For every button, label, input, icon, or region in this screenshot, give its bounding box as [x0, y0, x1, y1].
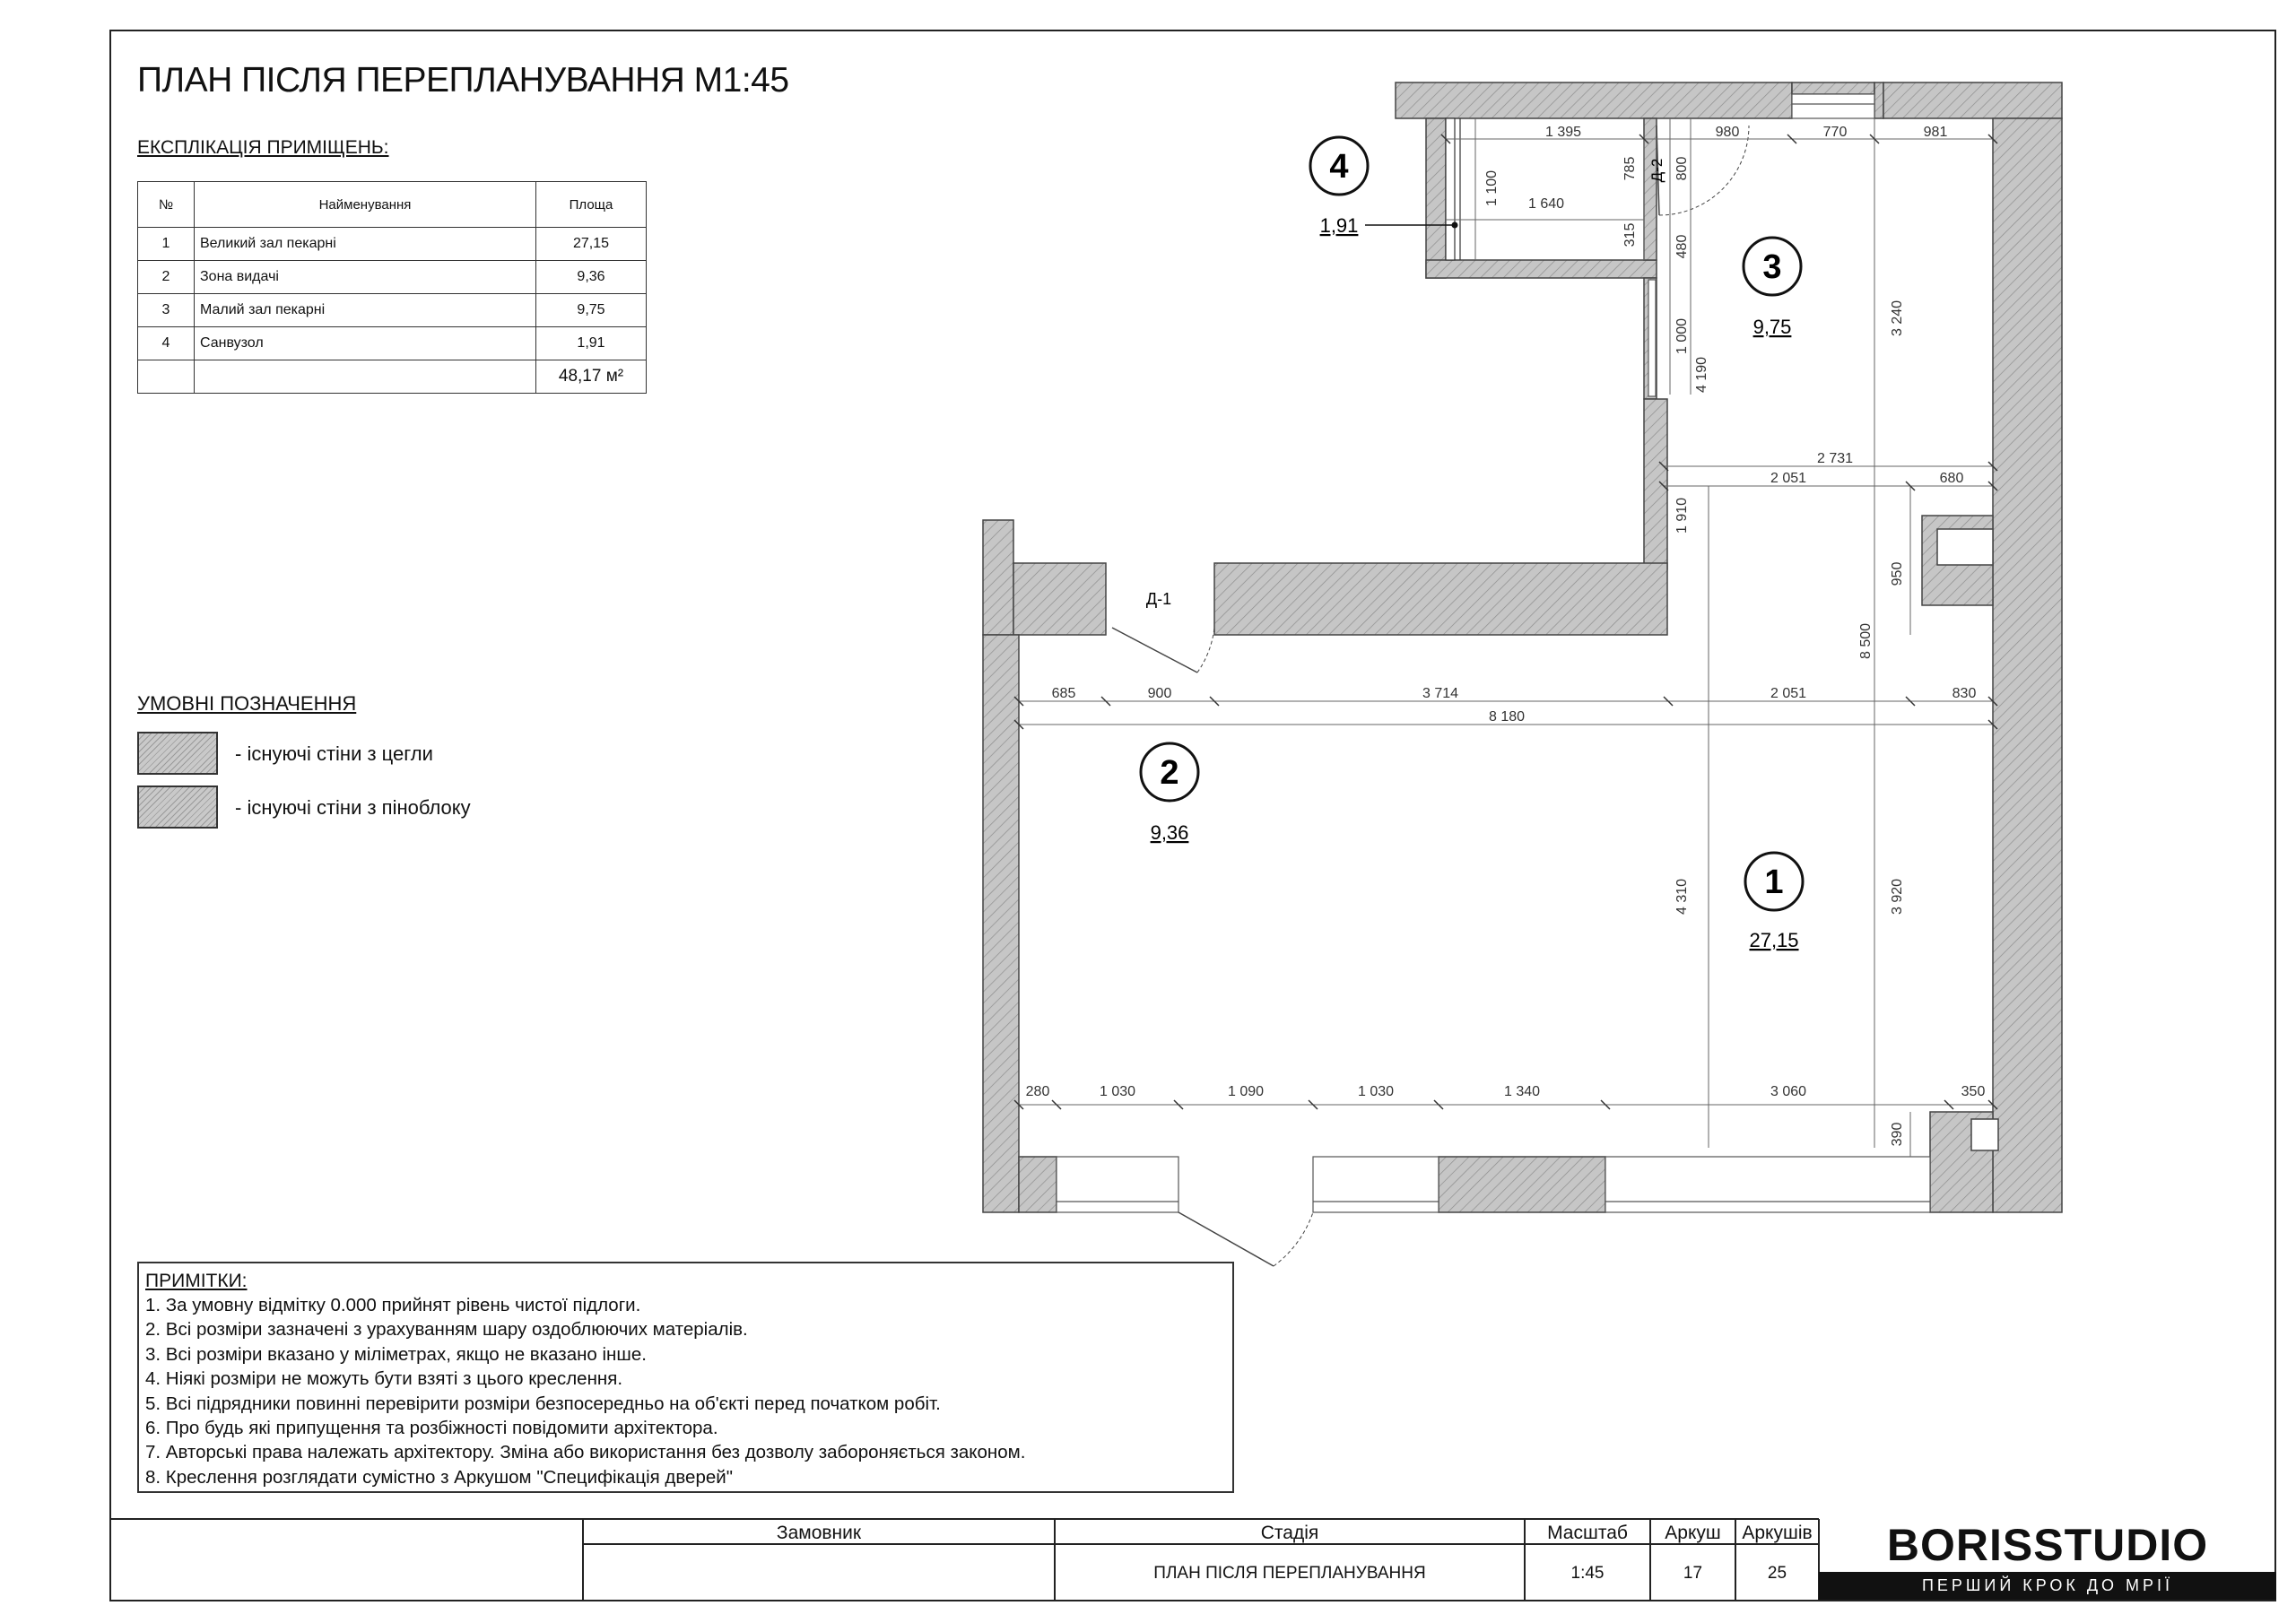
row-number: 4	[138, 327, 195, 360]
dim-label: 1 000	[1674, 317, 1690, 355]
legend-title: УМОВНІ ПОЗНАЧЕННЯ	[137, 692, 357, 715]
dim-label: 315	[1622, 222, 1638, 247]
door-label-d1: Д-1	[1145, 590, 1172, 608]
col-header-number: №	[138, 182, 195, 228]
dim-label: 3 060	[1770, 1084, 1807, 1099]
row-number: 1	[138, 228, 195, 261]
dim-label: 3 714	[1422, 686, 1459, 701]
dim-label: 1 100	[1484, 169, 1500, 207]
total-area: 48,17 м²	[536, 360, 647, 394]
room-area: 1,91	[1319, 214, 1359, 237]
dim-label: 1 090	[1227, 1084, 1265, 1099]
note-line: 6. Про будь які припущення та розбіжності повідомити архітектора.	[145, 1418, 718, 1439]
col-header-name: Найменування	[195, 182, 536, 228]
dim-label: 1 340	[1503, 1084, 1541, 1099]
room-number: 3	[1762, 248, 1782, 286]
note-line: 7. Авторські права належать архітектору. Зміна або використання без дозволу забороняється законом.	[145, 1442, 1026, 1463]
row-name: Зона видачі	[195, 261, 536, 294]
row-name: Санвузол	[195, 327, 536, 360]
col-header-area: Площа	[536, 182, 647, 228]
note-line: 1. За умовну відмітку 0.000 прийнят рівень чистої підлоги.	[145, 1295, 641, 1315]
drawing-title: ПЛАН ПІСЛЯ ПЕРЕПЛАНУВАННЯ М1:45	[137, 61, 789, 100]
dim-label: 8 500	[1858, 622, 1874, 660]
studio-logo	[1819, 1522, 2276, 1600]
row-area: 9,36	[536, 261, 647, 294]
dim-label: 680	[1939, 471, 1964, 486]
stamp-scale-label: Масштаб	[1547, 1523, 1628, 1543]
stamp-scale-value: 1:45	[1570, 1564, 1605, 1583]
dim-label: 950	[1890, 561, 1905, 586]
stamp-stage-value: ПЛАН ПІСЛЯ ПЕРЕПЛАНУВАННЯ	[1153, 1564, 1426, 1583]
note-line: 5. Всі підрядники повинні перевірити розміри безпосередньо на об'єкті перед початком робіт.	[145, 1393, 941, 1414]
dim-label: 8 180	[1488, 709, 1526, 725]
door-label-d2: Д-2	[1648, 158, 1665, 183]
row-number: 3	[138, 294, 195, 327]
dim-label: 280	[1025, 1084, 1050, 1099]
room-number: 2	[1160, 754, 1179, 792]
legend-label-brick: - існуючі стіни з цегли	[235, 742, 433, 765]
row-number: 2	[138, 261, 195, 294]
stamp-sheets-value: 25	[1767, 1564, 1787, 1583]
row-area: 27,15	[536, 228, 647, 261]
room-number: 4	[1329, 148, 1349, 186]
dim-label: 480	[1674, 234, 1690, 259]
dim-label: 390	[1890, 1122, 1905, 1147]
dim-label: 981	[1923, 125, 1948, 140]
dim-label: 830	[1952, 686, 1977, 701]
dim-label: 900	[1147, 686, 1172, 701]
dim-label: 770	[1822, 125, 1848, 140]
row-area: 1,91	[536, 327, 647, 360]
dim-label: 350	[1961, 1084, 1986, 1099]
notes-title: ПРИМІТКИ:	[145, 1271, 248, 1291]
legend-label-foamblock: - існуючі стіни з піноблоку	[235, 796, 471, 819]
room-number: 1	[1764, 864, 1784, 901]
stamp-stage-label: Стадія	[1260, 1523, 1319, 1543]
note-line: 8. Креслення розглядати сумістно з Аркушом "Специфікація дверей"	[145, 1466, 733, 1488]
note-line: 3. Всі розміри вказано у міліметрах, якщо не вказано інше.	[145, 1343, 647, 1365]
dim-label: 785	[1622, 156, 1638, 181]
dim-label: 800	[1674, 156, 1690, 181]
room-area: 9,36	[1150, 821, 1189, 844]
dim-label: 685	[1051, 686, 1076, 701]
dim-label: 3 920	[1890, 878, 1905, 916]
dim-label: 1 030	[1357, 1084, 1395, 1099]
room-area: 27,15	[1749, 929, 1799, 951]
dim-label: 2 731	[1816, 451, 1854, 466]
dim-label: 1 640	[1527, 196, 1565, 212]
stamp-sheets-label: Аркушів	[1742, 1523, 1813, 1543]
dim-label: 4 310	[1674, 878, 1690, 916]
dim-label: 2 051	[1770, 471, 1807, 486]
stamp-customer-label: Замовник	[776, 1523, 862, 1543]
row-area: 9,75	[536, 294, 647, 327]
logo-tagline: ПЕРШИЙ КРОК ДО МРІЇ	[1819, 1572, 2276, 1600]
dim-label: 2 051	[1770, 686, 1807, 701]
dim-label: 980	[1715, 125, 1740, 140]
dim-label: 4 190	[1694, 356, 1709, 394]
note-line: 4. Ніякі розміри не можуть бути взяті з цього креслення.	[145, 1368, 623, 1390]
dim-label: 3 240	[1890, 299, 1905, 337]
room-area: 9,75	[1752, 316, 1792, 338]
stamp-sheet-label: Аркуш	[1665, 1523, 1721, 1543]
dim-label: 1 395	[1544, 125, 1582, 140]
dim-label: 1 030	[1099, 1084, 1136, 1099]
row-name: Малий зал пекарні	[195, 294, 536, 327]
row-name: Великий зал пекарні	[195, 228, 536, 261]
note-line: 2. Всі розміри зазначені з урахуванням шару оздоблюючих матеріалів.	[145, 1319, 748, 1341]
stamp-sheet-value: 17	[1683, 1564, 1703, 1583]
explication-title: ЕКСПЛІКАЦІЯ ПРИМІЩЕНЬ:	[137, 137, 389, 158]
logo-wordmark: BORISSTUDIO	[1886, 1520, 2209, 1570]
dim-label: 1 910	[1674, 497, 1690, 534]
